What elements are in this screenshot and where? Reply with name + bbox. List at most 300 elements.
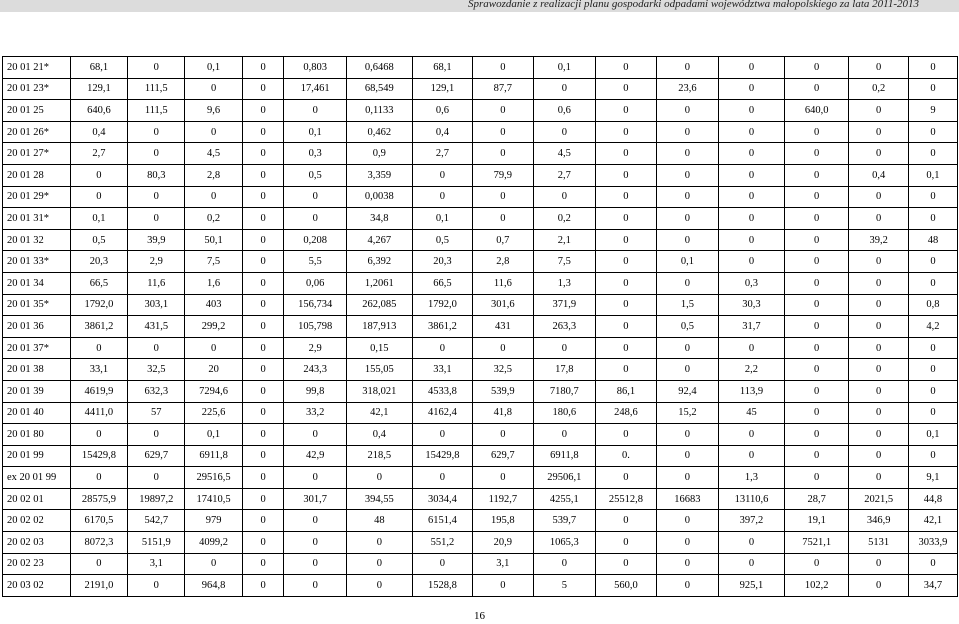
table-cell: 263,3 [533,316,596,338]
table-cell: 0,1 [908,424,957,446]
table-row [3,208,958,230]
table-cell: 1,3 [533,272,596,294]
table-cell: 346,9 [849,510,908,532]
table-cell: 1528,8 [412,575,472,597]
table-cell: 0 [784,272,849,294]
table-cell: 0 [242,57,284,79]
table-cell: 301,6 [473,294,533,316]
waste-code-cell: 20 01 31* [3,208,71,230]
table-cell: 0 [242,294,284,316]
table-cell: 0 [596,424,656,446]
table-cell: 640,0 [784,100,849,122]
table-cell: 542,7 [128,510,185,532]
waste-table-container [2,56,958,597]
table-cell: 0 [128,121,185,143]
table-cell: 20,3 [412,251,472,273]
table-cell: 0 [784,402,849,424]
table-cell: 20,3 [70,251,127,273]
table-cell: 48 [908,229,957,251]
table-cell: 0 [656,186,719,208]
table-cell: 0 [284,553,347,575]
table-cell: 0,4 [412,121,472,143]
table-cell: 0 [596,164,656,186]
table-cell: 68,1 [412,57,472,79]
table-cell: 0 [473,208,533,230]
table-row [3,164,958,186]
waste-code-cell: 20 01 35* [3,294,71,316]
table-cell: 0,6 [412,100,472,122]
table-cell: 42,9 [284,445,347,467]
table-cell: 0 [596,532,656,554]
table-cell: 0 [784,121,849,143]
table-cell: 19,1 [784,510,849,532]
table-cell: 0 [719,229,785,251]
table-row [3,316,958,338]
table-cell: 129,1 [70,78,127,100]
table-row [3,402,958,424]
waste-code-cell: 20 01 32 [3,229,71,251]
table-cell: 0 [849,553,908,575]
table-cell: 9,6 [185,100,242,122]
table-cell: 156,734 [284,294,347,316]
table-cell: 0 [284,186,347,208]
table-cell: 218,5 [346,445,412,467]
table-cell: 0 [242,78,284,100]
table-cell: 129,1 [412,78,472,100]
table-cell: 0 [656,359,719,381]
table-cell: 0,1 [656,251,719,273]
table-cell: 0,5 [284,164,347,186]
table-cell: 0 [849,100,908,122]
table-cell: 0 [242,467,284,489]
table-cell: 0 [533,424,596,446]
table-row [3,251,958,273]
table-cell: 7521,1 [784,532,849,554]
table-cell: 0,1 [185,57,242,79]
table-cell: 0 [908,553,957,575]
table-cell: 0 [784,380,849,402]
waste-code-cell: 20 01 28 [3,164,71,186]
waste-code-cell: 20 01 39 [3,380,71,402]
table-cell: 9,1 [908,467,957,489]
table-cell: 0,6 [533,100,596,122]
table-cell: 0 [719,424,785,446]
table-cell: 15429,8 [412,445,472,467]
table-cell: 0 [719,100,785,122]
table-cell: 5 [533,575,596,597]
table-cell: 0 [596,100,656,122]
table-cell: 0 [719,57,785,79]
table-cell: 299,2 [185,316,242,338]
table-cell: 0 [656,575,719,597]
table-cell: 0,5 [656,316,719,338]
table-cell: 0 [128,186,185,208]
table-cell: 0 [849,337,908,359]
table-cell: 0,3 [284,143,347,165]
table-cell: 11,6 [473,272,533,294]
table-cell: 0 [656,337,719,359]
table-cell: 0 [784,78,849,100]
table-cell: 0 [656,143,719,165]
table-cell: 0 [242,575,284,597]
waste-code-cell: 20 01 37* [3,337,71,359]
table-cell: 0 [596,57,656,79]
table-cell: 0 [128,208,185,230]
table-cell: 50,1 [185,229,242,251]
table-cell: 248,6 [596,402,656,424]
table-row [3,575,958,597]
table-cell: 20 [185,359,242,381]
table-cell: 0 [849,402,908,424]
table-cell: 0,4 [70,121,127,143]
table-cell: 0 [719,208,785,230]
table-cell: 0 [849,467,908,489]
table-cell: 4162,4 [412,402,472,424]
table-cell: 1065,3 [533,532,596,554]
table-cell: 0 [719,186,785,208]
table-cell: 0 [70,186,127,208]
table-cell: 0 [656,467,719,489]
table-cell: 0 [70,164,127,186]
table-cell: 0 [473,143,533,165]
table-cell: 0,208 [284,229,347,251]
table-cell: 0 [849,294,908,316]
table-cell: 0,462 [346,121,412,143]
table-cell: 0 [346,532,412,554]
table-cell: 0 [412,337,472,359]
table-cell: 0 [849,121,908,143]
table-cell: 29516,5 [185,467,242,489]
table-cell: 30,3 [719,294,785,316]
table-cell: 4099,2 [185,532,242,554]
table-cell: 0 [284,575,347,597]
table-cell: 0 [473,57,533,79]
table-cell: 0 [719,164,785,186]
table-cell: 0 [346,467,412,489]
table-cell: 4,2 [908,316,957,338]
table-cell: 0,06 [284,272,347,294]
table-cell: 0 [719,445,785,467]
table-cell: 0 [473,337,533,359]
waste-code-cell: 20 01 33* [3,251,71,273]
table-cell: 0,803 [284,57,347,79]
table-cell: 6151,4 [412,510,472,532]
table-cell: 32,5 [128,359,185,381]
table-cell: 2,8 [473,251,533,273]
table-cell: 0 [656,532,719,554]
table-cell: 66,5 [412,272,472,294]
table-cell: 4411,0 [70,402,127,424]
table-cell: 7,5 [533,251,596,273]
table-cell: 0 [473,575,533,597]
table-cell: 0 [656,57,719,79]
waste-code-cell: 20 01 29* [3,186,71,208]
waste-code-cell: 20 02 01 [3,488,71,510]
table-cell: 0 [596,251,656,273]
table-cell: 0 [412,553,472,575]
page-number: 16 [474,610,485,622]
table-cell: 0 [284,532,347,554]
table-cell: 0 [849,575,908,597]
table-cell: 0 [412,424,472,446]
table-cell: 0,2 [533,208,596,230]
table-cell: 0 [596,467,656,489]
table-row [3,380,958,402]
table-cell: 0 [784,186,849,208]
table-cell: 0,2 [185,208,242,230]
table-cell: 195,8 [473,510,533,532]
table-cell: 20,9 [473,532,533,554]
waste-table [2,56,958,597]
table-cell: 2191,0 [70,575,127,597]
table-cell: 0 [242,553,284,575]
table-cell: 79,9 [473,164,533,186]
table-row [3,57,958,79]
table-cell: 0 [128,57,185,79]
table-cell: 80,3 [128,164,185,186]
table-cell: 371,9 [533,294,596,316]
table-cell: 0 [70,553,127,575]
table-cell: 5131 [849,532,908,554]
table-cell: 0 [185,186,242,208]
table-cell: 301,7 [284,488,347,510]
table-cell: 0 [656,208,719,230]
table-cell: 0 [849,272,908,294]
table-cell: 0 [242,272,284,294]
table-row [3,510,958,532]
table-cell: 0 [784,553,849,575]
waste-code-cell: 20 01 23* [3,78,71,100]
table-cell: 0 [908,380,957,402]
table-cell: 0 [242,316,284,338]
table-cell: 5,5 [284,251,347,273]
table-cell: 0 [412,467,472,489]
table-cell: 2021,5 [849,488,908,510]
table-body [3,57,958,597]
table-cell: 0 [656,510,719,532]
table-row [3,337,958,359]
table-cell: 44,8 [908,488,957,510]
table-cell: 0 [908,121,957,143]
table-cell: 1792,0 [70,294,127,316]
waste-code-cell: 20 01 25 [3,100,71,122]
table-cell: 0 [784,359,849,381]
table-cell: 0 [656,164,719,186]
table-cell: 16683 [656,488,719,510]
table-cell: 0 [242,337,284,359]
table-cell: 0 [908,78,957,100]
table-cell: 0 [533,337,596,359]
table-cell: 0 [242,380,284,402]
waste-code-cell: 20 01 21* [3,57,71,79]
table-cell: 0,0038 [346,186,412,208]
table-cell: 1,3 [719,467,785,489]
table-cell: 2,8 [185,164,242,186]
table-cell: 0 [784,229,849,251]
table-cell: 0 [346,553,412,575]
table-cell: 0 [784,337,849,359]
table-cell: 0 [242,100,284,122]
table-cell: 0 [908,57,957,79]
table-cell: 3,359 [346,164,412,186]
table-cell: 629,7 [473,445,533,467]
table-cell: 0,4 [346,424,412,446]
table-cell: 0 [849,57,908,79]
table-cell: 0 [242,208,284,230]
table-cell: 87,7 [473,78,533,100]
table-cell: 0 [596,208,656,230]
table-cell: 39,9 [128,229,185,251]
table-cell: 13110,6 [719,488,785,510]
table-cell: 0 [596,337,656,359]
table-cell: 0,7 [473,229,533,251]
table-cell: 0 [596,359,656,381]
table-cell: 2,7 [70,143,127,165]
table-cell: 33,1 [70,359,127,381]
table-cell: 2,7 [412,143,472,165]
table-cell: 4619,9 [70,380,127,402]
table-cell: 1,6 [185,272,242,294]
table-cell: 0 [70,424,127,446]
table-cell: 431,5 [128,316,185,338]
table-cell: 0 [596,143,656,165]
table-cell: 1,2061 [346,272,412,294]
table-cell: 318,021 [346,380,412,402]
table-cell: 17,461 [284,78,347,100]
table-row [3,294,958,316]
table-cell: 0 [242,251,284,273]
table-cell: 0,5 [70,229,127,251]
table-cell: 0 [185,337,242,359]
table-cell: 1192,7 [473,488,533,510]
table-cell: 0,1 [70,208,127,230]
table-cell: 0 [908,359,957,381]
waste-code-cell: 20 01 99 [3,445,71,467]
table-cell: 105,798 [284,316,347,338]
table-cell: 0 [533,121,596,143]
table-cell: 39,2 [849,229,908,251]
table-cell: 29506,1 [533,467,596,489]
table-cell: 99,8 [284,380,347,402]
table-cell: 0 [70,467,127,489]
table-cell: 2,1 [533,229,596,251]
table-cell: 964,8 [185,575,242,597]
page-header [0,0,959,12]
table-cell: 303,1 [128,294,185,316]
table-cell: 111,5 [128,100,185,122]
table-cell: 0 [784,57,849,79]
table-cell: 2,9 [284,337,347,359]
waste-code-cell: 20 03 02 [3,575,71,597]
table-cell: 225,6 [185,402,242,424]
table-cell: 0,9 [346,143,412,165]
waste-code-cell: 20 01 26* [3,121,71,143]
table-row [3,445,958,467]
table-cell: 9 [908,100,957,122]
table-cell: 0 [284,424,347,446]
table-cell: 7,5 [185,251,242,273]
table-cell: 0 [185,121,242,143]
table-cell: 0 [849,380,908,402]
table-cell: 0 [849,143,908,165]
table-cell: 0 [784,251,849,273]
table-cell: 34,8 [346,208,412,230]
table-cell: 1792,0 [412,294,472,316]
table-cell: 0 [719,553,785,575]
table-cell: 539,9 [473,380,533,402]
table-row [3,553,958,575]
table-cell: 0 [412,186,472,208]
table-cell: 155,05 [346,359,412,381]
table-cell: 0 [473,100,533,122]
table-row [3,272,958,294]
table-cell: 0 [849,208,908,230]
table-cell: 0 [533,553,596,575]
table-cell: 0 [533,78,596,100]
table-cell: 629,7 [128,445,185,467]
table-cell: 0 [596,229,656,251]
table-cell: 2,2 [719,359,785,381]
table-cell: 5151,9 [128,532,185,554]
table-cell: 0 [128,575,185,597]
table-cell: 42,1 [908,510,957,532]
table-cell: 102,2 [784,575,849,597]
table-cell: 0 [656,553,719,575]
table-cell: 925,1 [719,575,785,597]
table-cell: 28,7 [784,488,849,510]
table-cell: 0 [412,164,472,186]
table-cell: 68,1 [70,57,127,79]
table-cell: 0,2 [849,78,908,100]
table-cell: 2,7 [533,164,596,186]
table-row [3,467,958,489]
table-cell: 431 [473,316,533,338]
table-cell: 6,392 [346,251,412,273]
table-cell: 25512,8 [596,488,656,510]
table-cell: 1,5 [656,294,719,316]
table-cell: 92,4 [656,380,719,402]
table-cell: 0 [849,186,908,208]
table-cell: 32,5 [473,359,533,381]
table-cell: 0 [185,78,242,100]
table-row [3,143,958,165]
table-cell: 0 [284,510,347,532]
table-cell: 15429,8 [70,445,127,467]
table-cell: 187,913 [346,316,412,338]
table-cell: 0 [656,424,719,446]
table-cell: 0,1133 [346,100,412,122]
table-cell: 33,2 [284,402,347,424]
table-cell: 42,1 [346,402,412,424]
table-cell: 0 [242,229,284,251]
table-cell: 0 [849,316,908,338]
table-cell: 111,5 [128,78,185,100]
table-cell: 23,6 [656,78,719,100]
table-cell: 0 [719,121,785,143]
table-row [3,186,958,208]
table-cell: 0 [70,337,127,359]
table-cell: 0 [284,467,347,489]
table-cell: 0 [908,208,957,230]
table-cell: 3034,4 [412,488,472,510]
table-cell: 15,2 [656,402,719,424]
table-cell: 11,6 [128,272,185,294]
table-cell: 28575,9 [70,488,127,510]
table-cell: 0,15 [346,337,412,359]
table-cell: 0 [656,272,719,294]
table-cell: 0 [128,337,185,359]
table-cell: 0,1 [284,121,347,143]
